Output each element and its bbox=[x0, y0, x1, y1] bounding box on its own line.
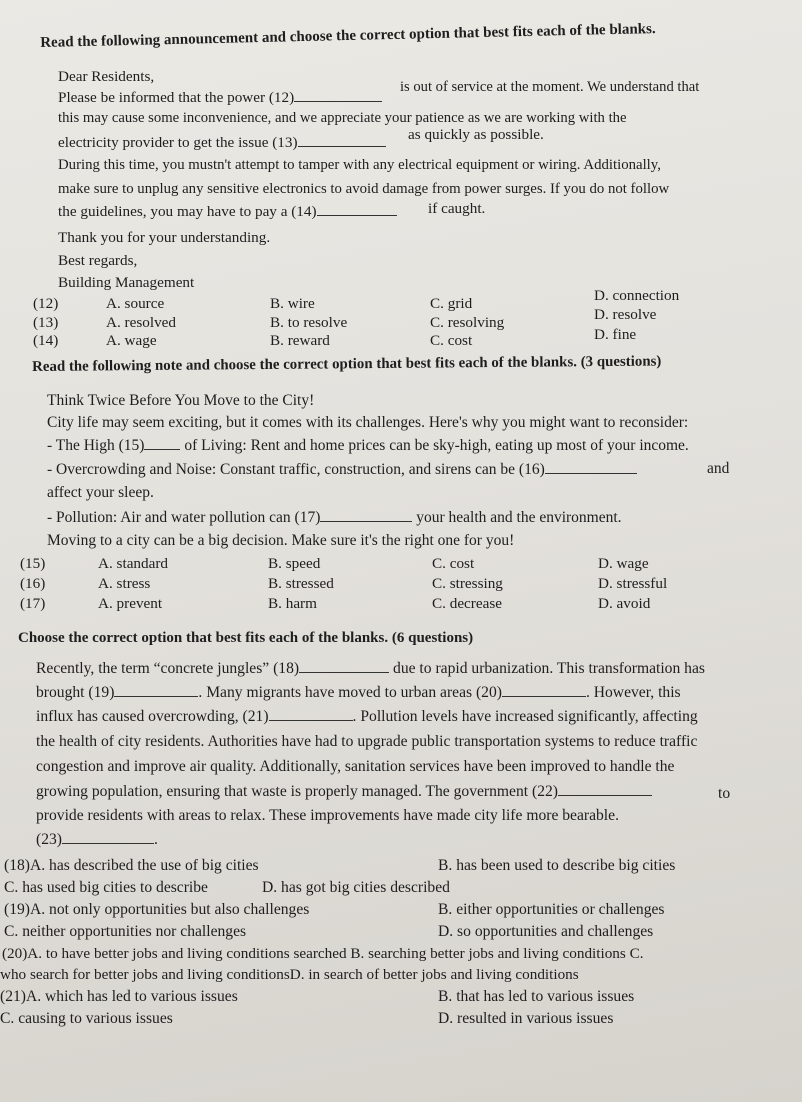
blank-20[interactable] bbox=[502, 682, 586, 697]
thanks-line: Thank you for your understanding. bbox=[58, 229, 271, 246]
letter-text: the guidelines, you may have to pay a (14) bbox=[58, 203, 317, 220]
blank-14[interactable] bbox=[317, 201, 397, 216]
bullet-1 bbox=[47, 435, 689, 457]
option-19-c[interactable]: C. neither opportunities nor challenges bbox=[4, 923, 247, 940]
bullet-2 bbox=[47, 459, 637, 481]
blank-18[interactable] bbox=[299, 658, 389, 673]
letter-text: electricity provider to get the issue (13) bbox=[58, 134, 298, 151]
option-c[interactable]: C. cost bbox=[432, 555, 475, 572]
bullet-text: your health and the environment. bbox=[416, 509, 622, 526]
section2-heading: Read the following note and choose the correct option that best fits each of the blanks. (3 questions) bbox=[32, 353, 662, 375]
option-c[interactable]: C. cost bbox=[430, 332, 473, 349]
passage-line-4: the health of city residents. Authorities have had to upgrade public transportation systems to reduce traffic bbox=[36, 733, 698, 750]
blank-15[interactable] bbox=[144, 435, 180, 450]
passage-text: . Pollution levels have increased significantly, affecting bbox=[352, 708, 698, 725]
passage-text: growing population, ensuring that waste is properly managed. The government (22) bbox=[36, 783, 558, 800]
option-c[interactable]: C. decrease bbox=[432, 595, 502, 612]
option-19-d[interactable]: D. so opportunities and challenges bbox=[438, 923, 654, 940]
option-b[interactable]: B. harm bbox=[268, 595, 317, 612]
passage-line-6-end: to bbox=[718, 785, 731, 802]
blank-13[interactable] bbox=[298, 132, 386, 147]
bullet-text: of Living: Rent and home prices can be sky-high, eating up most of your income. bbox=[184, 437, 689, 454]
passage-line-6 bbox=[36, 781, 652, 803]
option-18-a[interactable]: (18)A. has described the use of big cities bbox=[4, 857, 259, 874]
letter-text: Please be informed that the power (12) bbox=[58, 89, 295, 106]
option-b[interactable]: B. reward bbox=[270, 332, 330, 349]
letter-line-6-end: if caught. bbox=[428, 200, 486, 217]
letter-line-1 bbox=[58, 87, 382, 109]
greeting: Dear Residents, bbox=[58, 68, 155, 85]
note-title: Think Twice Before You Move to the City! bbox=[47, 392, 315, 409]
question-number: (17) bbox=[20, 595, 46, 612]
regards-line: Best regards, bbox=[58, 252, 138, 269]
passage-line-1 bbox=[36, 658, 705, 680]
option-b[interactable]: B. wire bbox=[270, 295, 315, 312]
bullet-2-cont: affect your sleep. bbox=[47, 484, 154, 501]
passage-line-3 bbox=[36, 706, 698, 728]
option-a[interactable]: A. prevent bbox=[98, 595, 163, 612]
option-20-line-2[interactable]: who search for better jobs and living conditionsD. in search of better jobs and living conditions bbox=[0, 966, 579, 983]
option-21-c[interactable]: C. causing to various issues bbox=[0, 1010, 173, 1027]
option-b[interactable]: B. speed bbox=[268, 555, 321, 572]
passage-text: . bbox=[153, 831, 158, 848]
option-b[interactable]: B. stressed bbox=[268, 575, 334, 592]
option-18-d[interactable]: D. has got big cities described bbox=[262, 879, 450, 896]
option-18-b[interactable]: B. has been used to describe big cities bbox=[438, 857, 676, 874]
passage-line-8 bbox=[36, 829, 158, 851]
passage-text: Recently, the term “concrete jungles” (18) bbox=[36, 660, 300, 677]
bullet-text: - The High (15) bbox=[47, 437, 145, 454]
passage-line-7: provide residents with areas to relax. These improvements have made city life more bearable. bbox=[36, 807, 619, 824]
option-21-a[interactable]: (21)A. which has led to various issues bbox=[0, 988, 238, 1005]
option-18-c[interactable]: C. has used big cities to describe bbox=[4, 879, 208, 896]
option-21-d[interactable]: D. resulted in various issues bbox=[438, 1010, 614, 1027]
passage-text: influx has caused overcrowding, (21) bbox=[36, 708, 269, 725]
option-c[interactable]: C. grid bbox=[430, 295, 473, 312]
letter-line-5: make sure to unplug any sensitive electronics to avoid damage from power surges. If you do not follow bbox=[58, 181, 670, 197]
option-a[interactable]: A. wage bbox=[106, 332, 157, 349]
signoff-line: Building Management bbox=[58, 274, 195, 291]
option-d[interactable]: D. connection bbox=[594, 287, 680, 304]
letter-line-4: During this time, you mustn't attempt to tamper with any electrical equipment or wiring. Additionally, bbox=[58, 157, 661, 173]
blank-17[interactable] bbox=[320, 507, 412, 522]
option-19-b[interactable]: B. either opportunities or challenges bbox=[438, 901, 665, 918]
section3-heading: Choose the correct option that best fits each of the blanks. (6 questions) bbox=[18, 630, 474, 646]
blank-12[interactable] bbox=[294, 87, 382, 102]
letter-line-6 bbox=[58, 201, 397, 223]
blank-16[interactable] bbox=[545, 459, 637, 474]
option-d[interactable]: D. stressful bbox=[598, 575, 668, 592]
option-a[interactable]: A. stress bbox=[98, 575, 151, 592]
option-21-b[interactable]: B. that has led to various issues bbox=[438, 988, 635, 1005]
letter-line-3-end: as quickly as possible. bbox=[408, 126, 544, 143]
blank-22[interactable] bbox=[558, 781, 652, 796]
question-number: (13) bbox=[33, 314, 59, 331]
passage-text: due to rapid urbanization. This transformation has bbox=[393, 660, 705, 677]
option-b[interactable]: B. to resolve bbox=[270, 314, 348, 331]
bullet-3 bbox=[47, 507, 622, 529]
bullet-text: - Overcrowding and Noise: Constant traffic, construction, and sirens can be (16) bbox=[47, 461, 545, 478]
blank-19[interactable] bbox=[114, 682, 198, 697]
passage-text: . However, this bbox=[585, 684, 681, 701]
question-number: (16) bbox=[20, 575, 46, 592]
blank-21[interactable] bbox=[269, 706, 353, 721]
option-a[interactable]: A. standard bbox=[98, 555, 169, 572]
passage-text: brought (19) bbox=[36, 684, 115, 701]
section1-heading: Read the following announcement and choose the correct option that best fits each of the blanks. bbox=[40, 21, 656, 51]
question-number: (14) bbox=[33, 332, 59, 349]
note-closing: Moving to a city can be a big decision. Make sure it's the right one for you! bbox=[47, 532, 515, 549]
option-d[interactable]: D. wage bbox=[598, 555, 649, 572]
letter-line-1-end: is out of service at the moment. We understand that bbox=[400, 79, 700, 95]
option-d[interactable]: D. fine bbox=[594, 326, 637, 343]
bullet-text: - Pollution: Air and water pollution can (17) bbox=[47, 509, 321, 526]
option-d[interactable]: D. resolve bbox=[594, 306, 657, 323]
option-d[interactable]: D. avoid bbox=[598, 595, 651, 612]
passage-text: . Many migrants have moved to urban areas (20) bbox=[198, 684, 502, 701]
blank-23[interactable] bbox=[62, 829, 154, 844]
question-number: (12) bbox=[33, 295, 59, 312]
question-number: (15) bbox=[20, 555, 46, 572]
letter-line-3 bbox=[58, 132, 386, 154]
option-c[interactable]: C. stressing bbox=[432, 575, 503, 592]
option-20-line-1[interactable]: (20)A. to have better jobs and living conditions searched B. searching better jobs and living conditions C. bbox=[2, 945, 644, 962]
option-c[interactable]: C. resolving bbox=[430, 314, 505, 331]
bullet-2-end: and bbox=[707, 460, 730, 477]
passage-line-5: congestion and improve air quality. Additionally, sanitation services have been improved to handle the bbox=[36, 758, 675, 775]
note-intro: City life may seem exciting, but it comes with its challenges. Here's why you might want to reconsider: bbox=[47, 414, 689, 431]
option-19-a[interactable]: (19)A. not only opportunities but also challenges bbox=[4, 901, 310, 918]
letter-line-2: this may cause some inconvenience, and we appreciate your patience as we are working with the bbox=[58, 110, 627, 126]
passage-text: (23) bbox=[36, 831, 62, 848]
passage-line-2 bbox=[36, 682, 681, 704]
option-a[interactable]: A. resolved bbox=[106, 314, 177, 331]
option-a[interactable]: A. source bbox=[106, 295, 165, 312]
